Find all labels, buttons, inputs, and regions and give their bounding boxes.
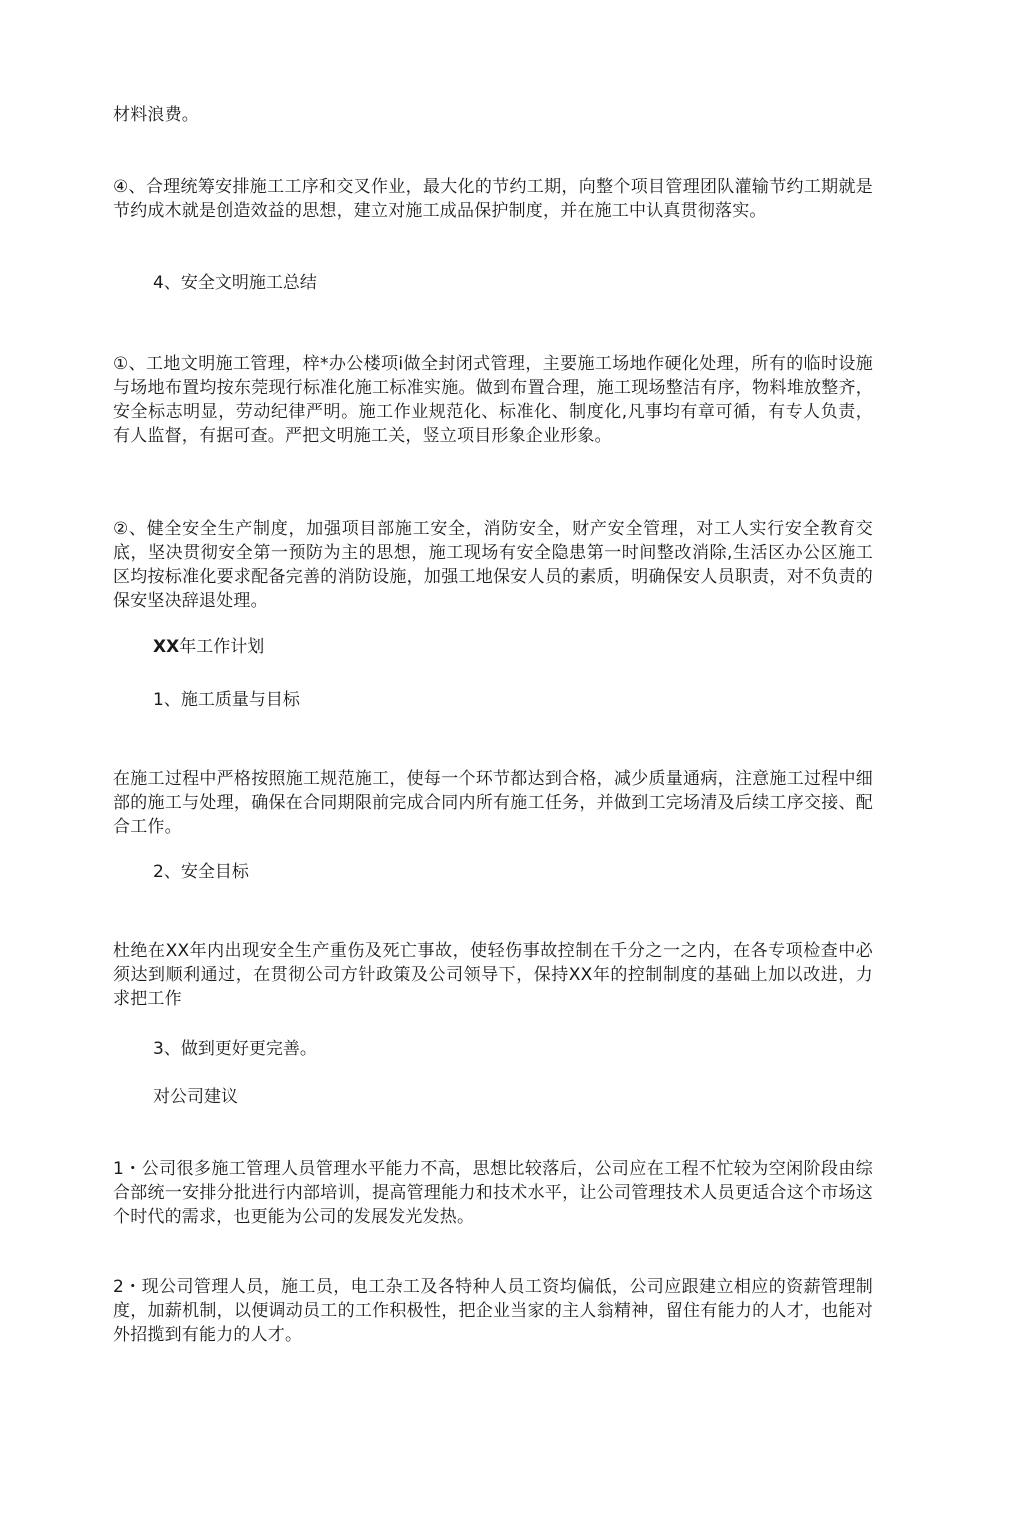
heading-work-plan-year: XX [153, 637, 180, 657]
heading-safety-goal: 2、安全目标 [153, 862, 249, 882]
paragraph-quality: 在施工过程中严格按照施工规范施工，使每一个环节都达到合格，减少质量通病，注意施工过程中细部的施工与处理，确保在合同期限前完成合同内所有施工任务，并做到工完场清及后续工序交接、配合工作。 [113, 769, 873, 837]
heading-work-plan [153, 635, 264, 659]
paragraph-suggestion-1: 1・公司很多施工管理人员管理水平能力不高，思想比较落后，公司应在工程不忙较为空闲阶段由综合部统一安排分批进行内部培训，提高管理能力和技术水平，让公司管理技术人员更适合这个市场这个时代的需求，也更能为公司的发展发光发热。 [113, 1159, 873, 1227]
paragraph-site-management: ①、工地文明施工管理，梓*办公楼项i做全封闭式管理，主要施工场地作硬化处理，所有的临时设施与场地布置均按东莞现行标准化施工标准实施。做到布置合理，施工现场整洁有序，物料堆放整齐，安全标志明显，劳动纪律严明。施工作业规范化、标准化、制度化,凡事均有章可循，有专人负责，有人监督，有据可查。严把文明施工关，竖立项目形象企业形象。 [113, 354, 873, 446]
paragraph-material-waste: 材料浪费。 [113, 105, 199, 125]
paragraph-schedule: ④、合理统筹安排施工工序和交叉作业，最大化的节约工期，向整个项目管理团队灌输节约工期就是节约成木就是创造效益的思想，建立对施工成品保护制度，并在施工中认真贯彻落实。 [113, 177, 873, 221]
heading-do-better: 3、做到更好更完善。 [153, 1039, 317, 1059]
heading-quality-goals: 1、施工质量与目标 [153, 690, 300, 710]
paragraph-suggestion-2: 2・现公司管理人员，施工员，电工杂工及各特种人员工资均偏低，公司应跟建立相应的资薪管理制度，加薪机制，以便调动员工的工作积极性，把企业当家的主人翁精神，留住有能力的人才，也能对外招揽到有能力的人才。 [113, 1277, 873, 1345]
paragraph-safety-system: ②、健全安全生产制度，加强项目部施工安全，消防安全，财产安全管理，对工人实行安全教育交底，坚决贯彻安全第一预防为主的思想，施工现场有安全隐患第一时间整改消除,生活区办公区施工区均按标准化要求配备完善的消防设施，加强工地保安人员的素质，明确保安人员职责，对不负责的保安坚决辞退处理。 [113, 519, 873, 611]
paragraph-safety-goal: 杜绝在XX年内出现安全生产重伤及死亡事故，使轻伤事故控制在千分之一之内，在各专项检查中必须达到顺利通过，在贯彻公司方针政策及公司领导下，保持XX年的控制制度的基础上加以改进，力求把工作 [113, 941, 873, 1009]
heading-suggestions: 对公司建议 [153, 1087, 238, 1107]
heading-work-plan-title: 年工作计划 [179, 637, 265, 657]
heading-safety-summary: 4、安全文明施工总结 [153, 273, 317, 293]
